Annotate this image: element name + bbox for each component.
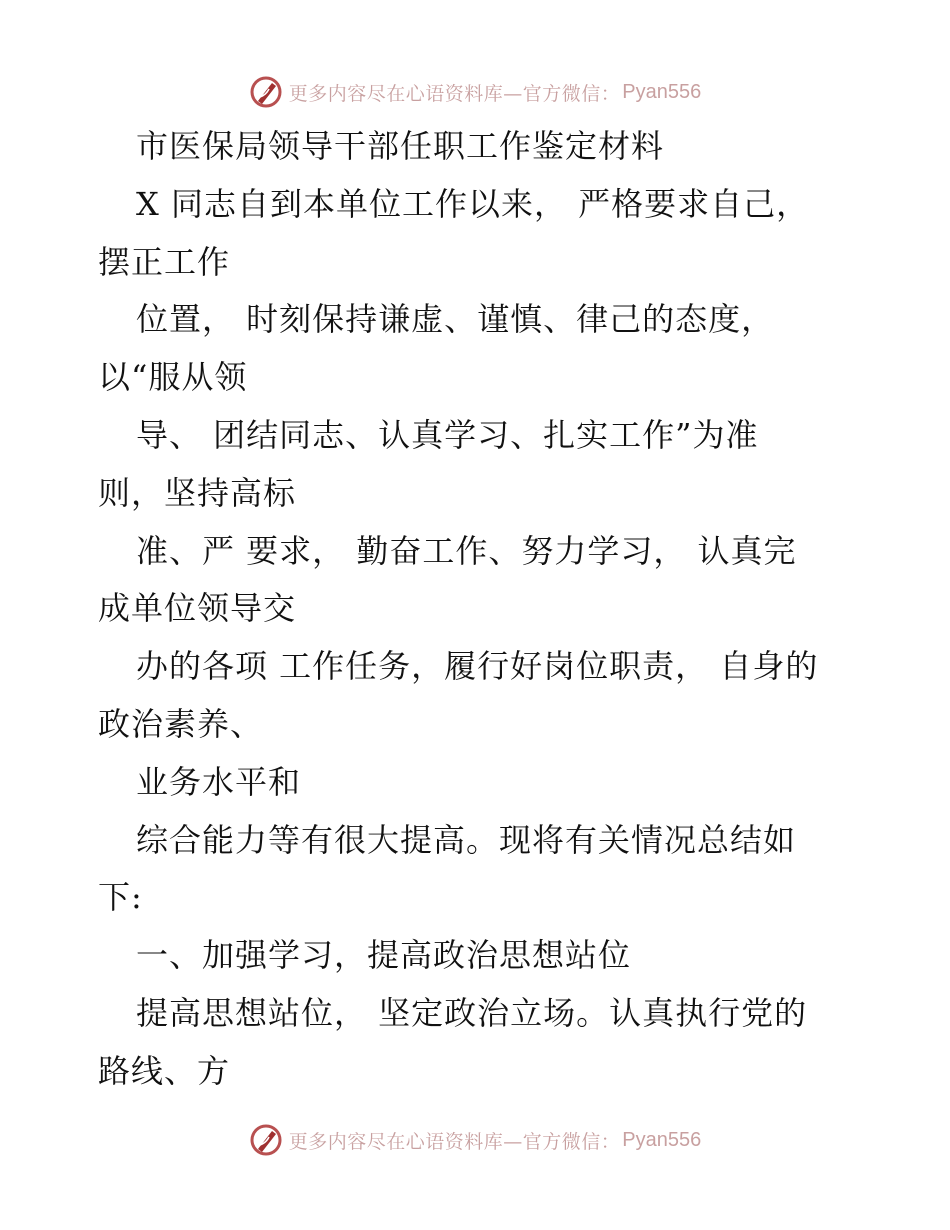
banner-text: 更多内容尽在心语资料库—官方微信： (288, 1130, 621, 1153)
section-heading: 一、加强学习，提高政治思想站位 (136, 936, 632, 975)
banner-wechat-id: Pyan556 (622, 80, 702, 103)
body-line: 综合能力等有很大提高。现将有关情况总结如 (136, 820, 797, 859)
body-line: 导、 团结同志、认真学习、扎实工作”为准 (136, 415, 759, 454)
body-line: 业务水平和 (136, 762, 302, 801)
header-banner (0, 72, 950, 112)
body-line: 办的各项 工作任务，履行好岗位职责， 自身的 (136, 647, 819, 686)
body-line: 路线、方 (98, 1051, 231, 1090)
banner-wechat-id: Pyan556 (622, 1128, 702, 1151)
body-line: 则，坚持高标 (98, 473, 297, 512)
body-line: 下: (98, 878, 143, 917)
body-line: 摆正工作 (98, 242, 231, 281)
body-line: 准、严 要求， 勤奋工作、努力学习， 认真完 (136, 531, 797, 570)
body-line: 位置， 时刻保持谦虚、谨慎、律己的态度， (136, 300, 775, 339)
body-line: 政治素养、 (98, 704, 264, 743)
body-line: X 同志自到本单位工作以来， 严格要求自己， (136, 184, 810, 223)
banner-text: 更多内容尽在心语资料库—官方微信： (288, 82, 621, 105)
body-line: 成单位领导交 (98, 589, 297, 628)
body-line: 以“服从领 (98, 358, 248, 397)
document-title: 市医保局领导干部任职工作鉴定材料 (136, 127, 665, 165)
document-body (98, 118, 858, 1101)
body-line: 提高思想站位， 坚定政治立场。认真执行党的 (136, 993, 808, 1032)
pen-logo-icon (249, 75, 283, 109)
pen-logo-icon (249, 1123, 283, 1157)
footer-banner (0, 1120, 950, 1160)
